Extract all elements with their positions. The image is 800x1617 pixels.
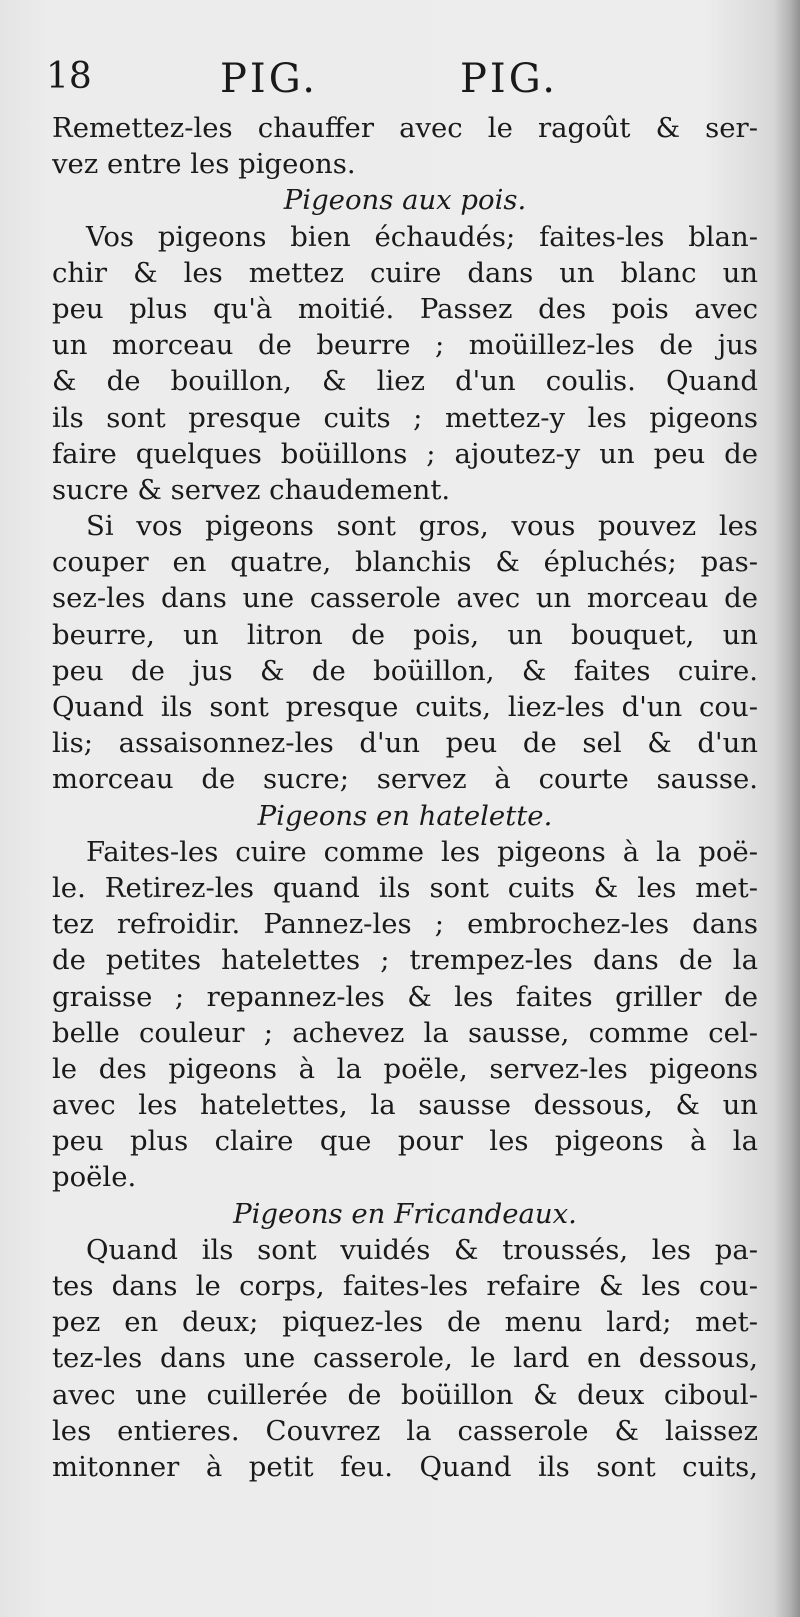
text-line: belle couleur ; achevez la sausse, comme cel- bbox=[52, 1016, 758, 1049]
text-line: Si vos pigeons sont gros, vous pouvez les bbox=[86, 510, 758, 543]
text-line: couper en quatre, blanchis & épluchés; pas- bbox=[52, 546, 758, 579]
text-line: un morceau de beurre ; moüillez-les de jus bbox=[52, 329, 758, 362]
text-line: faire quelques boüillons ; ajoutez-y un peu de bbox=[52, 437, 758, 470]
text-line: Remettez-les chauffer avec le ragoût & ser- bbox=[52, 112, 758, 144]
text-line: peu plus qu'à moitié. Passez des pois avec bbox=[52, 292, 758, 325]
text-line: beurre, un litron de pois, un bouquet, un bbox=[52, 618, 758, 651]
running-head-right: PIG. bbox=[460, 56, 558, 102]
text-line: & de bouillon, & liez d'un coulis. Quand bbox=[52, 365, 758, 398]
page-gutter-shadow bbox=[774, 0, 800, 1617]
text-line: peu de jus & de boüillon, & faites cuire. bbox=[52, 654, 758, 687]
text-line: Faites-les cuire comme les pigeons à la poë- bbox=[86, 835, 758, 868]
text-line: mitonner à petit feu. Quand ils sont cuits, bbox=[52, 1450, 758, 1483]
text-line: tez-les dans une casserole, le lard en dessous, bbox=[52, 1342, 758, 1375]
text-line: graisse ; repannez-les & les faites griller de bbox=[52, 980, 758, 1013]
text-line: sez-les dans une casserole avec un morceau de bbox=[52, 582, 758, 615]
text-line: de petites hatelettes ; trempez-les dans de la bbox=[52, 944, 758, 977]
text-line: chir & les mettez cuire dans un blanc un bbox=[52, 256, 758, 289]
text-line: Quand ils sont presque cuits, liez-les d'un cou- bbox=[52, 691, 758, 723]
running-head-left: PIG. bbox=[220, 56, 318, 102]
running-header bbox=[46, 56, 746, 108]
text-line: le. Retirez-les quand ils sont cuits & les met- bbox=[52, 871, 758, 904]
text-line: tes dans le corps, faites-les refaire & les cou- bbox=[52, 1270, 758, 1302]
text-line: les entieres. Couvrez la casserole & laissez bbox=[52, 1414, 758, 1447]
body-text bbox=[52, 110, 758, 1485]
page-number: 18 bbox=[46, 56, 92, 97]
text-line: ils sont presque cuits ; mettez-y les pigeons bbox=[52, 401, 758, 434]
text-line: pez en deux; piquez-les de menu lard; met- bbox=[52, 1306, 758, 1339]
text-line: lis; assaisonnez-les d'un peu de sel & d'un bbox=[52, 727, 758, 760]
text-line: avec une cuillerée de boüillon & deux ciboul- bbox=[52, 1378, 758, 1411]
text-line: avec les hatelettes, la sausse dessous, & un bbox=[52, 1089, 758, 1122]
recipe-heading: Pigeons aux pois. bbox=[283, 184, 527, 217]
text-line: le des pigeons à la poële, servez-les pigeons bbox=[52, 1052, 758, 1085]
recipe-heading: Pigeons en Fricandeaux. bbox=[233, 1197, 577, 1230]
text-line: tez refroidir. Pannez-les ; embrochez-les dans bbox=[52, 908, 758, 941]
text-line: poële. bbox=[52, 1161, 137, 1194]
text-line: Quand ils sont vuidés & troussés, les pa- bbox=[86, 1233, 758, 1266]
text-line: vez entre les pigeons. bbox=[52, 148, 356, 181]
text-line: sucre & servez chaudement. bbox=[52, 473, 451, 506]
recipe-heading: Pigeons en hatelette. bbox=[257, 799, 553, 832]
text-line: Vos pigeons bien échaudés; faites-les blan- bbox=[86, 220, 758, 253]
text-line: peu plus claire que pour les pigeons à la bbox=[52, 1125, 758, 1158]
text-line: morceau de sucre; servez à courte sausse. bbox=[52, 763, 758, 796]
